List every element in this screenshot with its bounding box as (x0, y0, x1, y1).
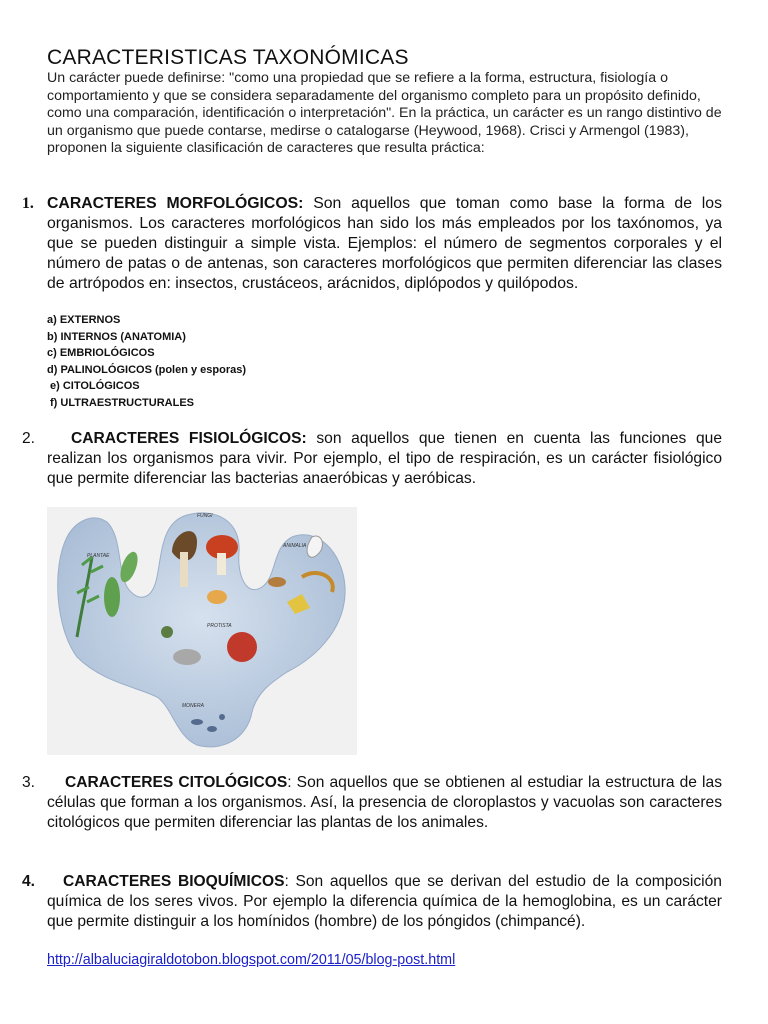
section-fisiologicos (22, 429, 722, 489)
section-body: : Son aquellos que se obtienen al estudiar la estructura de las células que forman a los organismos. Así, la presencia de cloroplastos y vacuolas son caracteres citológicos que permiten diferenciar las plantas de los animales. (47, 774, 722, 831)
label-protista: PROTISTA (207, 623, 232, 629)
section-heading: CARACTERES MORFOLÓGICOS: (47, 195, 304, 212)
list-item: f) ULTRAESTRUCTURALES (50, 396, 195, 409)
list-item: c) EMBRIOLÓGICOS (47, 347, 155, 359)
section-number: 3. (22, 774, 36, 791)
list-item: a) EXTERNOS (47, 314, 121, 326)
intro-paragraph: Un carácter puede definirse: "como una propiedad que se refiere a la forma, estructura, fisiología o comportamiento y que se considera separadamente del organismo completo para un propósito definido, como una comparación, identificación o interpretación". En la práctica, un carácter es un rango distintivo de un organismo que puede contarse, medirse o catalogarse (Heywood, 1968). Crisci y Armengol (1983), proponen la siguiente clasificación de caracteres que resulta práctica: (47, 70, 722, 156)
section-number: 1. (22, 195, 34, 212)
section-heading: CARACTERES CITOLÓGICOS (65, 774, 288, 791)
label-fungi: FUNGI (197, 513, 213, 519)
morfologicos-sublist (47, 312, 246, 411)
list-item: e) CITOLÓGICOS (50, 380, 140, 392)
section-number: 4. (22, 873, 36, 890)
section-number: 2. (22, 430, 36, 447)
section-bioquimicos (22, 872, 722, 932)
list-item: d) PALINOLÓGICOS (polen y esporas) (47, 363, 247, 376)
section-morfologicos (22, 194, 722, 294)
section-body: son aquellos que tienen en cuenta las funciones que realizan los organismos para vivir. Por ejemplo, el tipo de respiración, es un carácter fisiológico que permite diferenciar las bacterias anaeróbicas y aeróbicas. (47, 430, 722, 487)
kingdoms-svg (47, 507, 357, 755)
section-heading: CARACTERES FISIOLÓGICOS: (71, 430, 307, 447)
list-item: b) INTERNOS (ANATOMIA) (47, 330, 186, 343)
kingdoms-illustration (47, 507, 357, 755)
section-citologicos (22, 773, 722, 833)
section-body: Son aquellos que toman como base la forma de los organismos. Los caracteres morfológicos han sido los más empleados por los taxónomos, ya que se pueden distinguir a simple vista. Ejemplos: el número de segmentos corporales y el número de patas o de antenas, son caracteres morfológicos que permiten diferenciar las clases de artrópodos en: insectos, crustáceos, arácnidos, diplópodos y quilópodos. (47, 195, 722, 292)
source-link[interactable]: http://albaluciagiraldotobon.blogspot.com/2011/05/blog-post.html (47, 952, 456, 968)
label-monera: MONERA (182, 703, 204, 709)
page-title: CARACTERISTICAS TAXONÓMICAS (47, 46, 409, 69)
label-animalia: ANIMALIA (283, 543, 307, 549)
section-heading: CARACTERES BIOQUÍMICOS (63, 873, 285, 890)
section-body: : Son aquellos que se derivan del estudio de la composición química de los seres vivos. Por ejemplo la diferencia química de la hemoglobina, es un carácter que permite distinguir a los homínidos (hombre) de los póngidos (chimpancé). (47, 873, 722, 930)
label-plantae: PLANTAE (87, 553, 110, 559)
